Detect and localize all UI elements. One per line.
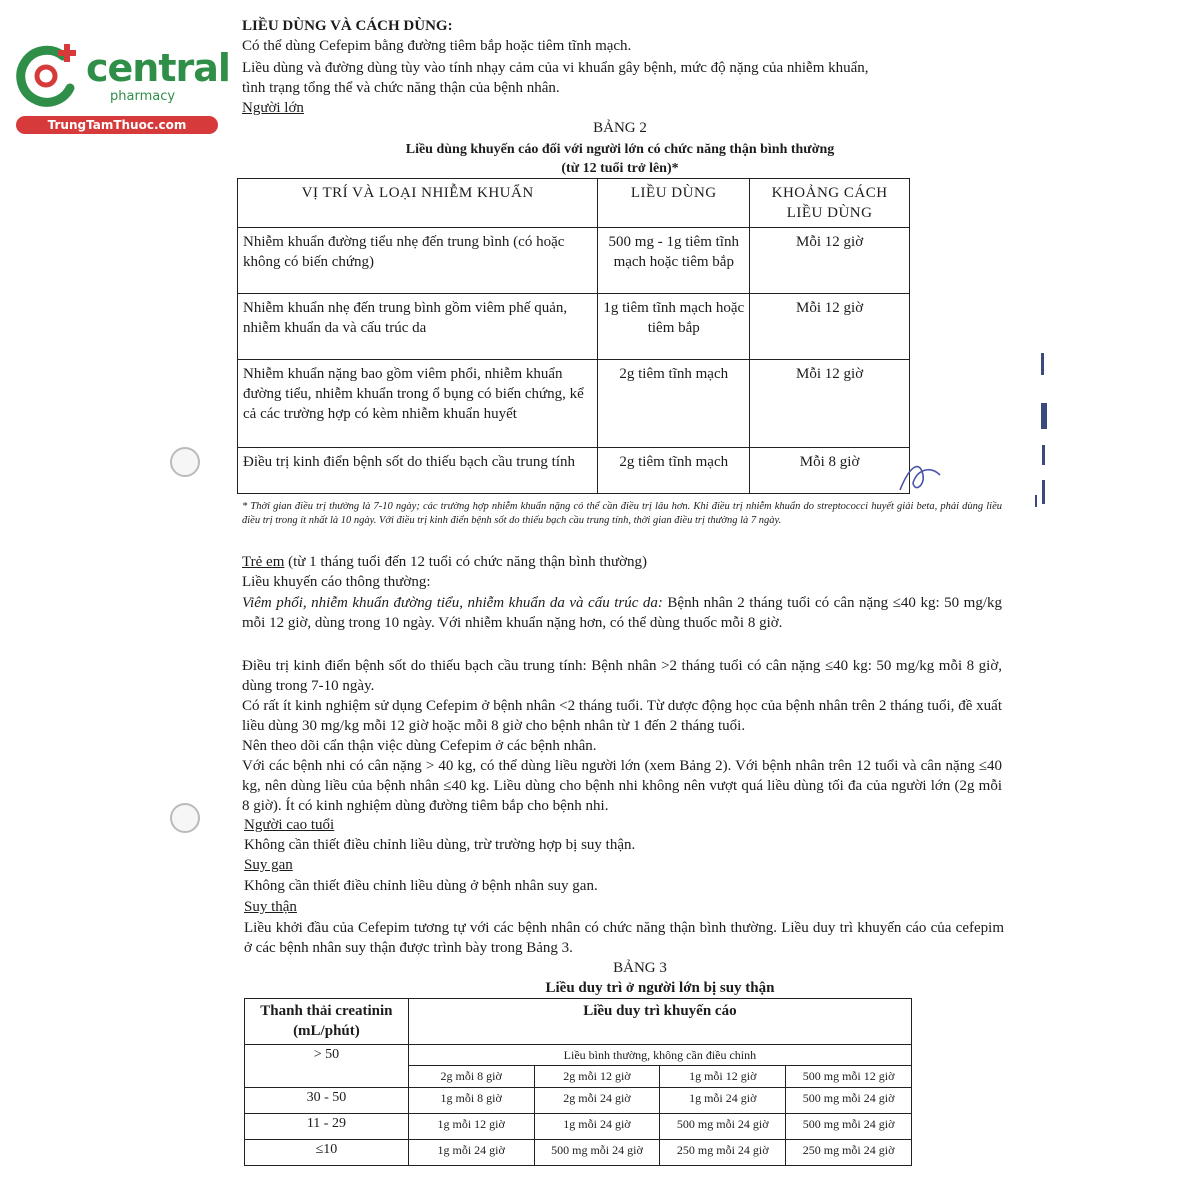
children-paragraph-3: Có rất ít kinh nghiệm sử dụng Cefepim ở bệnh nhân <2 tháng tuổi. Từ dược động học của bệnh nhân trên 2 tháng tuổi, đề xuất liều dùng 30 mg/kg mỗi 12 giờ hoặc mỗi 8 giờ cho bệnh nhân từ 1 đến 2 tháng tuổi. xyxy=(242,698,1002,734)
table2-interval-cell: Mỗi 12 giờ xyxy=(750,228,910,294)
table-row xyxy=(238,448,910,494)
table2-header-row xyxy=(238,179,910,228)
table3-crcl-cell: > 50 xyxy=(245,1045,409,1088)
table2-interval-cell: Mỗi 8 giờ xyxy=(750,448,910,494)
table3-normal-note: Liều bình thường, không cần điều chỉnh xyxy=(408,1045,911,1066)
table-row xyxy=(245,1114,912,1140)
table2-site-cell: Nhiễm khuẩn nặng bao gồm viêm phổi, nhiễm khuẩn đường tiểu, nhiễm khuẩn trong ổ bụng có biến chứng, kể cả các trường hợp có kèm nhiễm khuẩn huyết xyxy=(238,360,598,448)
children-p1-rest: Bệnh nhân 2 tháng tuổi có cân nặng ≤40 kg: 50 mg/kg mỗi 12 giờ, dùng trong 10 ngày. Với nhiễm khuẩn nặng hơn, có thể dùng thuốc mỗi 8 giờ. xyxy=(242,595,1002,631)
children-p1-italic: Viêm phổi, nhiễm khuẩn đường tiểu, nhiễm khuẩn da và cấu trúc da: xyxy=(242,595,663,611)
table3-renal-dosage-table xyxy=(244,998,912,1166)
table-row xyxy=(238,360,910,448)
table3-dose-cell: 500 mg mỗi 12 giờ xyxy=(786,1066,912,1088)
table2-dose-cell: 2g tiêm tĩnh mạch xyxy=(598,360,750,448)
table3-dose-cell: 250 mg mỗi 24 giờ xyxy=(786,1140,912,1166)
children-paragraph-5: Với các bệnh nhi có cân nặng > 40 kg, có thể dùng liều người lớn (xem Bảng 2). Với bệnh nhân trên 12 tuổi và cân nặng ≤40 kg, nên dùng liều của bệnh nhân ≤40 kg. Liều dùng cho bệnh nhi không nên vượt quá liều dùng tối đa của người lớn (2g mỗi 8 giờ). Ít có kinh nghiệm dùng đường tiêm bắp cho bệnh nhi. xyxy=(242,758,1002,814)
table3-dose-cell: 1g mỗi 12 giờ xyxy=(408,1114,534,1140)
table3-crcl-cell: 11 - 29 xyxy=(245,1114,409,1140)
table2-header-interval: KHOẢNG CÁCH LIỀU DÙNG xyxy=(750,179,910,228)
children-heading: Trẻ em xyxy=(242,554,285,570)
table3-dose-cell: 1g mỗi 24 giờ xyxy=(534,1114,660,1140)
logo-url-badge: TrungTamThuoc.com xyxy=(16,116,218,134)
table2-interval-cell: Mỗi 12 giờ xyxy=(750,360,910,448)
section-title: LIỀU DÙNG VÀ CÁCH DÙNG: xyxy=(242,18,453,34)
table3-dose-cell: 2g mỗi 24 giờ xyxy=(534,1088,660,1114)
table-row xyxy=(238,228,910,294)
central-pharmacy-logo xyxy=(8,36,230,136)
punch-hole-decoration xyxy=(170,447,200,477)
table2-title-line1: Liều dùng khuyến cáo đối với người lớn có chức năng thận bình thường xyxy=(405,142,835,157)
logo-sub-text: pharmacy xyxy=(110,89,176,104)
intro-line-1: Có thể dùng Cefepim bằng đường tiêm bắp hoặc tiêm tĩnh mạch. xyxy=(242,38,632,54)
table2-site-cell: Nhiễm khuẩn nhẹ đến trung bình gồm viêm phế quản, nhiễm khuẩn da và cấu trúc da xyxy=(238,294,598,360)
adults-heading: Người lớn xyxy=(242,100,304,116)
table3-title: Liều duy trì ở người lớn bị suy thận xyxy=(545,980,775,996)
table2-interval-cell: Mỗi 12 giờ xyxy=(750,294,910,360)
table2-site-cell: Nhiễm khuẩn đường tiểu nhẹ đến trung bình (có hoặc không có biến chứng) xyxy=(238,228,598,294)
table-row xyxy=(245,1045,912,1066)
table2-title-line2: (từ 12 tuổi trở lên)* xyxy=(561,161,679,176)
table3-dose-cell: 1g mỗi 24 giờ xyxy=(660,1088,786,1114)
elderly-heading: Người cao tuổi xyxy=(244,817,335,833)
table3-header-crcl: Thanh thải creatinin (mL/phút) xyxy=(245,999,409,1045)
table2-header-dose: LIỀU DÙNG xyxy=(598,179,750,228)
signature-mark xyxy=(895,455,945,500)
table2-footnote: * Thời gian điều trị thường là 7-10 ngày; các trường hợp nhiễm khuẩn nặng có thể cần điều trị lâu hơn. Khi điều trị nhiễm khuẩn do streptococci huyết giải beta, phải dùng liều điều trị trong ít nhất là 10 ngày. Với điều trị kinh điển bệnh sốt do thiếu bạch cầu trung tính, thời gian điều trị thường là 7 ngày. xyxy=(242,501,1002,526)
table2-site-cell: Điều trị kinh điển bệnh sốt do thiếu bạch cầu trung tính xyxy=(238,448,598,494)
children-heading-rest: (từ 1 tháng tuổi đến 12 tuổi có chức năng thận bình thường) xyxy=(284,554,648,570)
table2-dose-cell: 1g tiêm tĩnh mạch hoặc tiêm bắp xyxy=(598,294,750,360)
table-row xyxy=(245,1088,912,1114)
hepatic-heading: Suy gan xyxy=(244,857,293,873)
table3-dose-cell: 500 mg mỗi 24 giờ xyxy=(786,1088,912,1114)
table3-crcl-cell: ≤10 xyxy=(245,1140,409,1166)
table3-label: BẢNG 3 xyxy=(613,960,667,976)
children-usual: Liều khuyến cáo thông thường: xyxy=(242,574,431,590)
table3-dose-cell: 2g mỗi 8 giờ xyxy=(408,1066,534,1088)
table2-dose-cell: 500 mg - 1g tiêm tĩnh mạch hoặc tiêm bắp xyxy=(598,228,750,294)
table3-dose-cell: 1g mỗi 12 giờ xyxy=(660,1066,786,1088)
table2-dose-cell: 2g tiêm tĩnh mạch xyxy=(598,448,750,494)
table-row xyxy=(245,1140,912,1166)
renal-text: Liều khởi đầu của Cefepim tương tự với các bệnh nhân có chức năng thận bình thường. Liều duy trì khuyến cáo của cefepim ở các bệnh nhân suy thận được trình bày trong Bảng 3. xyxy=(244,920,1004,956)
table3-header-dose: Liều duy trì khuyến cáo xyxy=(408,999,911,1045)
table2-label: BẢNG 2 xyxy=(593,120,647,136)
table3-dose-cell: 1g mỗi 8 giờ xyxy=(408,1088,534,1114)
table2-header-site: VỊ TRÍ VÀ LOẠI NHIỄM KHUẨN xyxy=(238,179,598,228)
punch-hole-decoration xyxy=(170,803,200,833)
children-paragraph-2: Điều trị kinh điển bệnh sốt do thiếu bạch cầu trung tính: Bệnh nhân >2 tháng tuổi có cân nặng ≤40 kg: 50 mg/kg mỗi 8 giờ, dùng trong 7-10 ngày. xyxy=(242,658,1002,694)
intro-line-3: tình trạng tổng thể và chức năng thận của bệnh nhân. xyxy=(242,80,560,96)
table2-dosage-table xyxy=(237,178,910,494)
margin-stamp-marks xyxy=(1030,345,1060,515)
table3-dose-cell: 2g mỗi 12 giờ xyxy=(534,1066,660,1088)
children-paragraph-4: Nên theo dõi cẩn thận việc dùng Cefepim ở các bệnh nhân. xyxy=(242,738,597,754)
logo-brand-text: central xyxy=(86,46,230,90)
intro-line-2: Liều dùng và đường dùng tùy vào tính nhạy cảm của vi khuẩn gây bệnh, mức độ nặng của nhiễm khuẩn, xyxy=(242,60,869,76)
table3-dose-cell: 500 mg mỗi 24 giờ xyxy=(660,1114,786,1140)
table3-header-row xyxy=(245,999,912,1045)
table3-dose-cell: 500 mg mỗi 24 giờ xyxy=(534,1140,660,1166)
pharmacy-cross-icon xyxy=(8,36,88,116)
table3-dose-cell: 1g mỗi 24 giờ xyxy=(408,1140,534,1166)
table3-dose-cell: 500 mg mỗi 24 giờ xyxy=(786,1114,912,1140)
table3-dose-cell: 250 mg mỗi 24 giờ xyxy=(660,1140,786,1166)
children-heading-line xyxy=(242,552,647,572)
renal-heading: Suy thận xyxy=(244,899,297,915)
table3-crcl-cell: 30 - 50 xyxy=(245,1088,409,1114)
hepatic-text: Không cần thiết điều chỉnh liều dùng ở bệnh nhân suy gan. xyxy=(244,878,598,894)
children-paragraph-1 xyxy=(242,593,1002,633)
table-row xyxy=(238,294,910,360)
elderly-text: Không cần thiết điều chỉnh liều dùng, trừ trường hợp bị suy thận. xyxy=(244,837,636,853)
